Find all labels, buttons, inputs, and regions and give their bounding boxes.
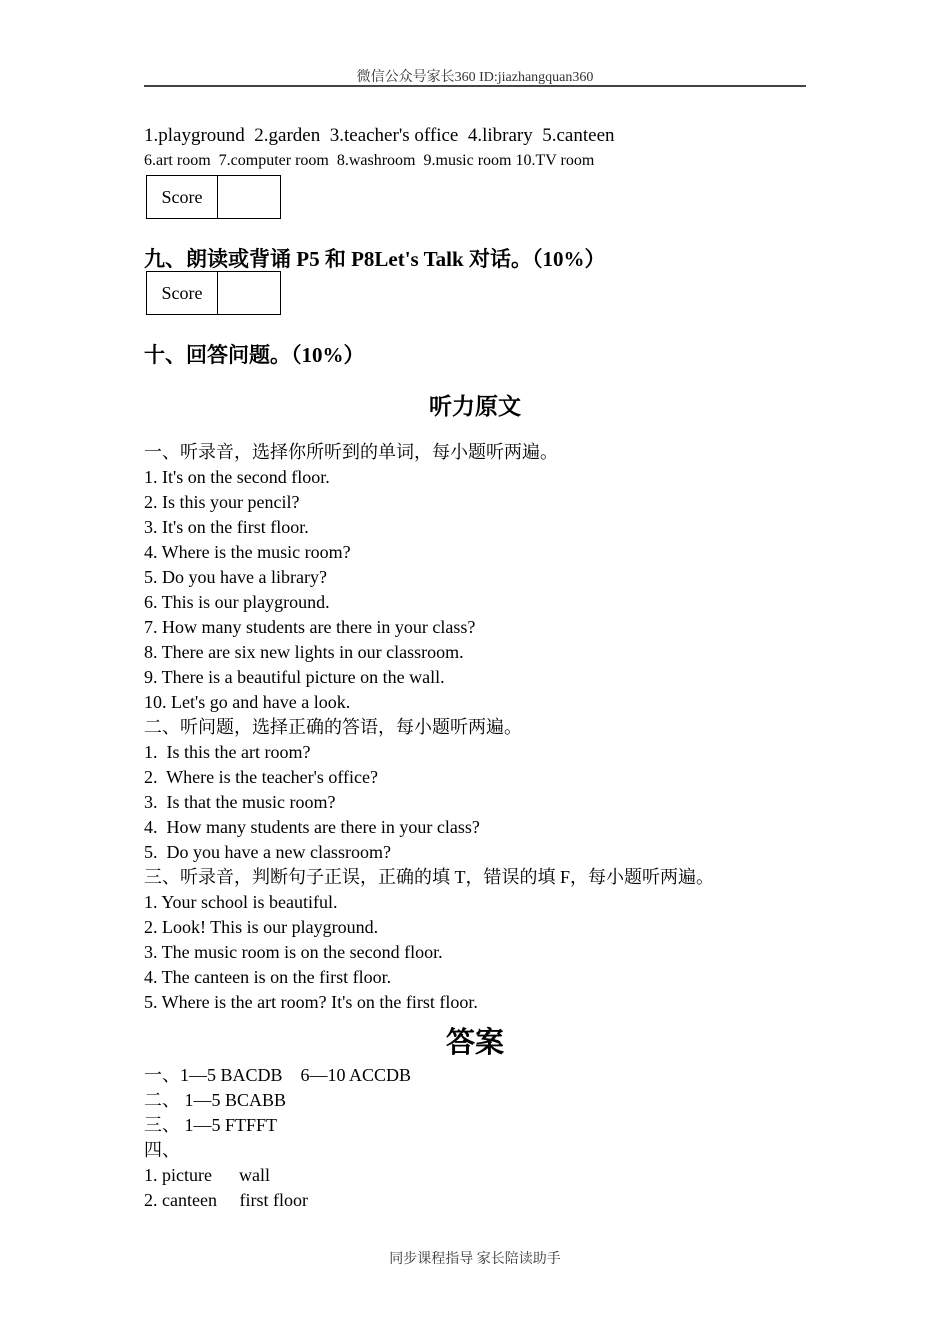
listening-line: 1. It's on the second floor.: [144, 467, 330, 487]
score-label: Score: [147, 176, 218, 218]
score-box: [146, 271, 281, 315]
listening-line: 7. How many students are there in your class?: [144, 617, 476, 637]
answer-line: 四、: [144, 1140, 180, 1160]
page-header: 微信公众号家长360 ID:jiazhangquan360: [356, 70, 594, 85]
listening-line: 2. Where is the teacher's office?: [144, 767, 378, 787]
listening-line: 2. Look! This is our playground.: [144, 917, 379, 937]
answers-list: [144, 1063, 411, 1213]
answer-line: 一、1—5 BACDB 6—10 ACCDB: [144, 1065, 412, 1085]
listening-line: 3. Is that the music room?: [144, 792, 336, 812]
listening-line: 10. Let's go and have a look.: [144, 692, 351, 712]
answers-title: 答案: [445, 1027, 504, 1059]
vocab-line-2: 6.art room 7.computer room 8.washroom 9.music room 10.TV room: [144, 152, 595, 169]
listening-line: 4. The canteen is on the first floor.: [144, 967, 392, 987]
header-divider: [144, 85, 806, 87]
listening-line: 1. Is this the art room?: [144, 742, 311, 762]
listening-line: 9. There is a beautiful picture on the wall.: [144, 667, 445, 687]
listening-line: 8. There are six new lights in our classroom.: [144, 642, 464, 662]
listening-line: 4. Where is the music room?: [144, 542, 351, 562]
answer-line: 1. picture wall: [144, 1165, 270, 1185]
score-value-cell: [218, 272, 280, 314]
score-label: Score: [147, 272, 218, 314]
section-10-heading: 十、回答问题。（10%）: [144, 343, 365, 367]
listening-line: 5. Do you have a new classroom?: [144, 842, 391, 862]
listening-list: [144, 440, 714, 1015]
vocab-line-1: 1.playground 2.garden 3.teacher's office 4.library 5.canteen: [144, 125, 615, 146]
listening-title: 听力原文: [429, 394, 521, 419]
answer-line: 二、 1—5 BCABB: [144, 1090, 287, 1110]
listening-line: 5. Do you have a library?: [144, 567, 327, 587]
listening-line: 3. It's on the first floor.: [144, 517, 309, 537]
score-value-cell: [218, 176, 280, 218]
listening-line: 一、听录音，选择你所听到的单词，每小题听两遍。: [144, 442, 558, 462]
listening-line: 5. Where is the art room? It's on the first floor.: [144, 992, 478, 1012]
answer-line: 三、 1—5 FTFFT: [144, 1115, 278, 1135]
page-footer: 同步课程指导 家长陪读助手: [389, 1252, 561, 1267]
listening-line: 三、听录音，判断句子正误，正确的填 T，错误的填 F，每小题听两遍。: [144, 867, 715, 887]
listening-line: 2. Is this your pencil?: [144, 492, 300, 512]
listening-line: 3. The music room is on the second floor.: [144, 942, 443, 962]
listening-line: 4. How many students are there in your class?: [144, 817, 480, 837]
score-box: [146, 175, 281, 219]
listening-line: 二、听问题，选择正确的答语，每小题听两遍。: [144, 717, 522, 737]
answer-line: 2. canteen first floor: [144, 1190, 308, 1210]
listening-line: 6. This is our playground.: [144, 592, 330, 612]
section-9-heading: 九、朗读或背诵 P5 和 P8Let's Talk 对话。（10%）: [144, 247, 606, 271]
listening-line: 1. Your school is beautiful.: [144, 892, 338, 912]
